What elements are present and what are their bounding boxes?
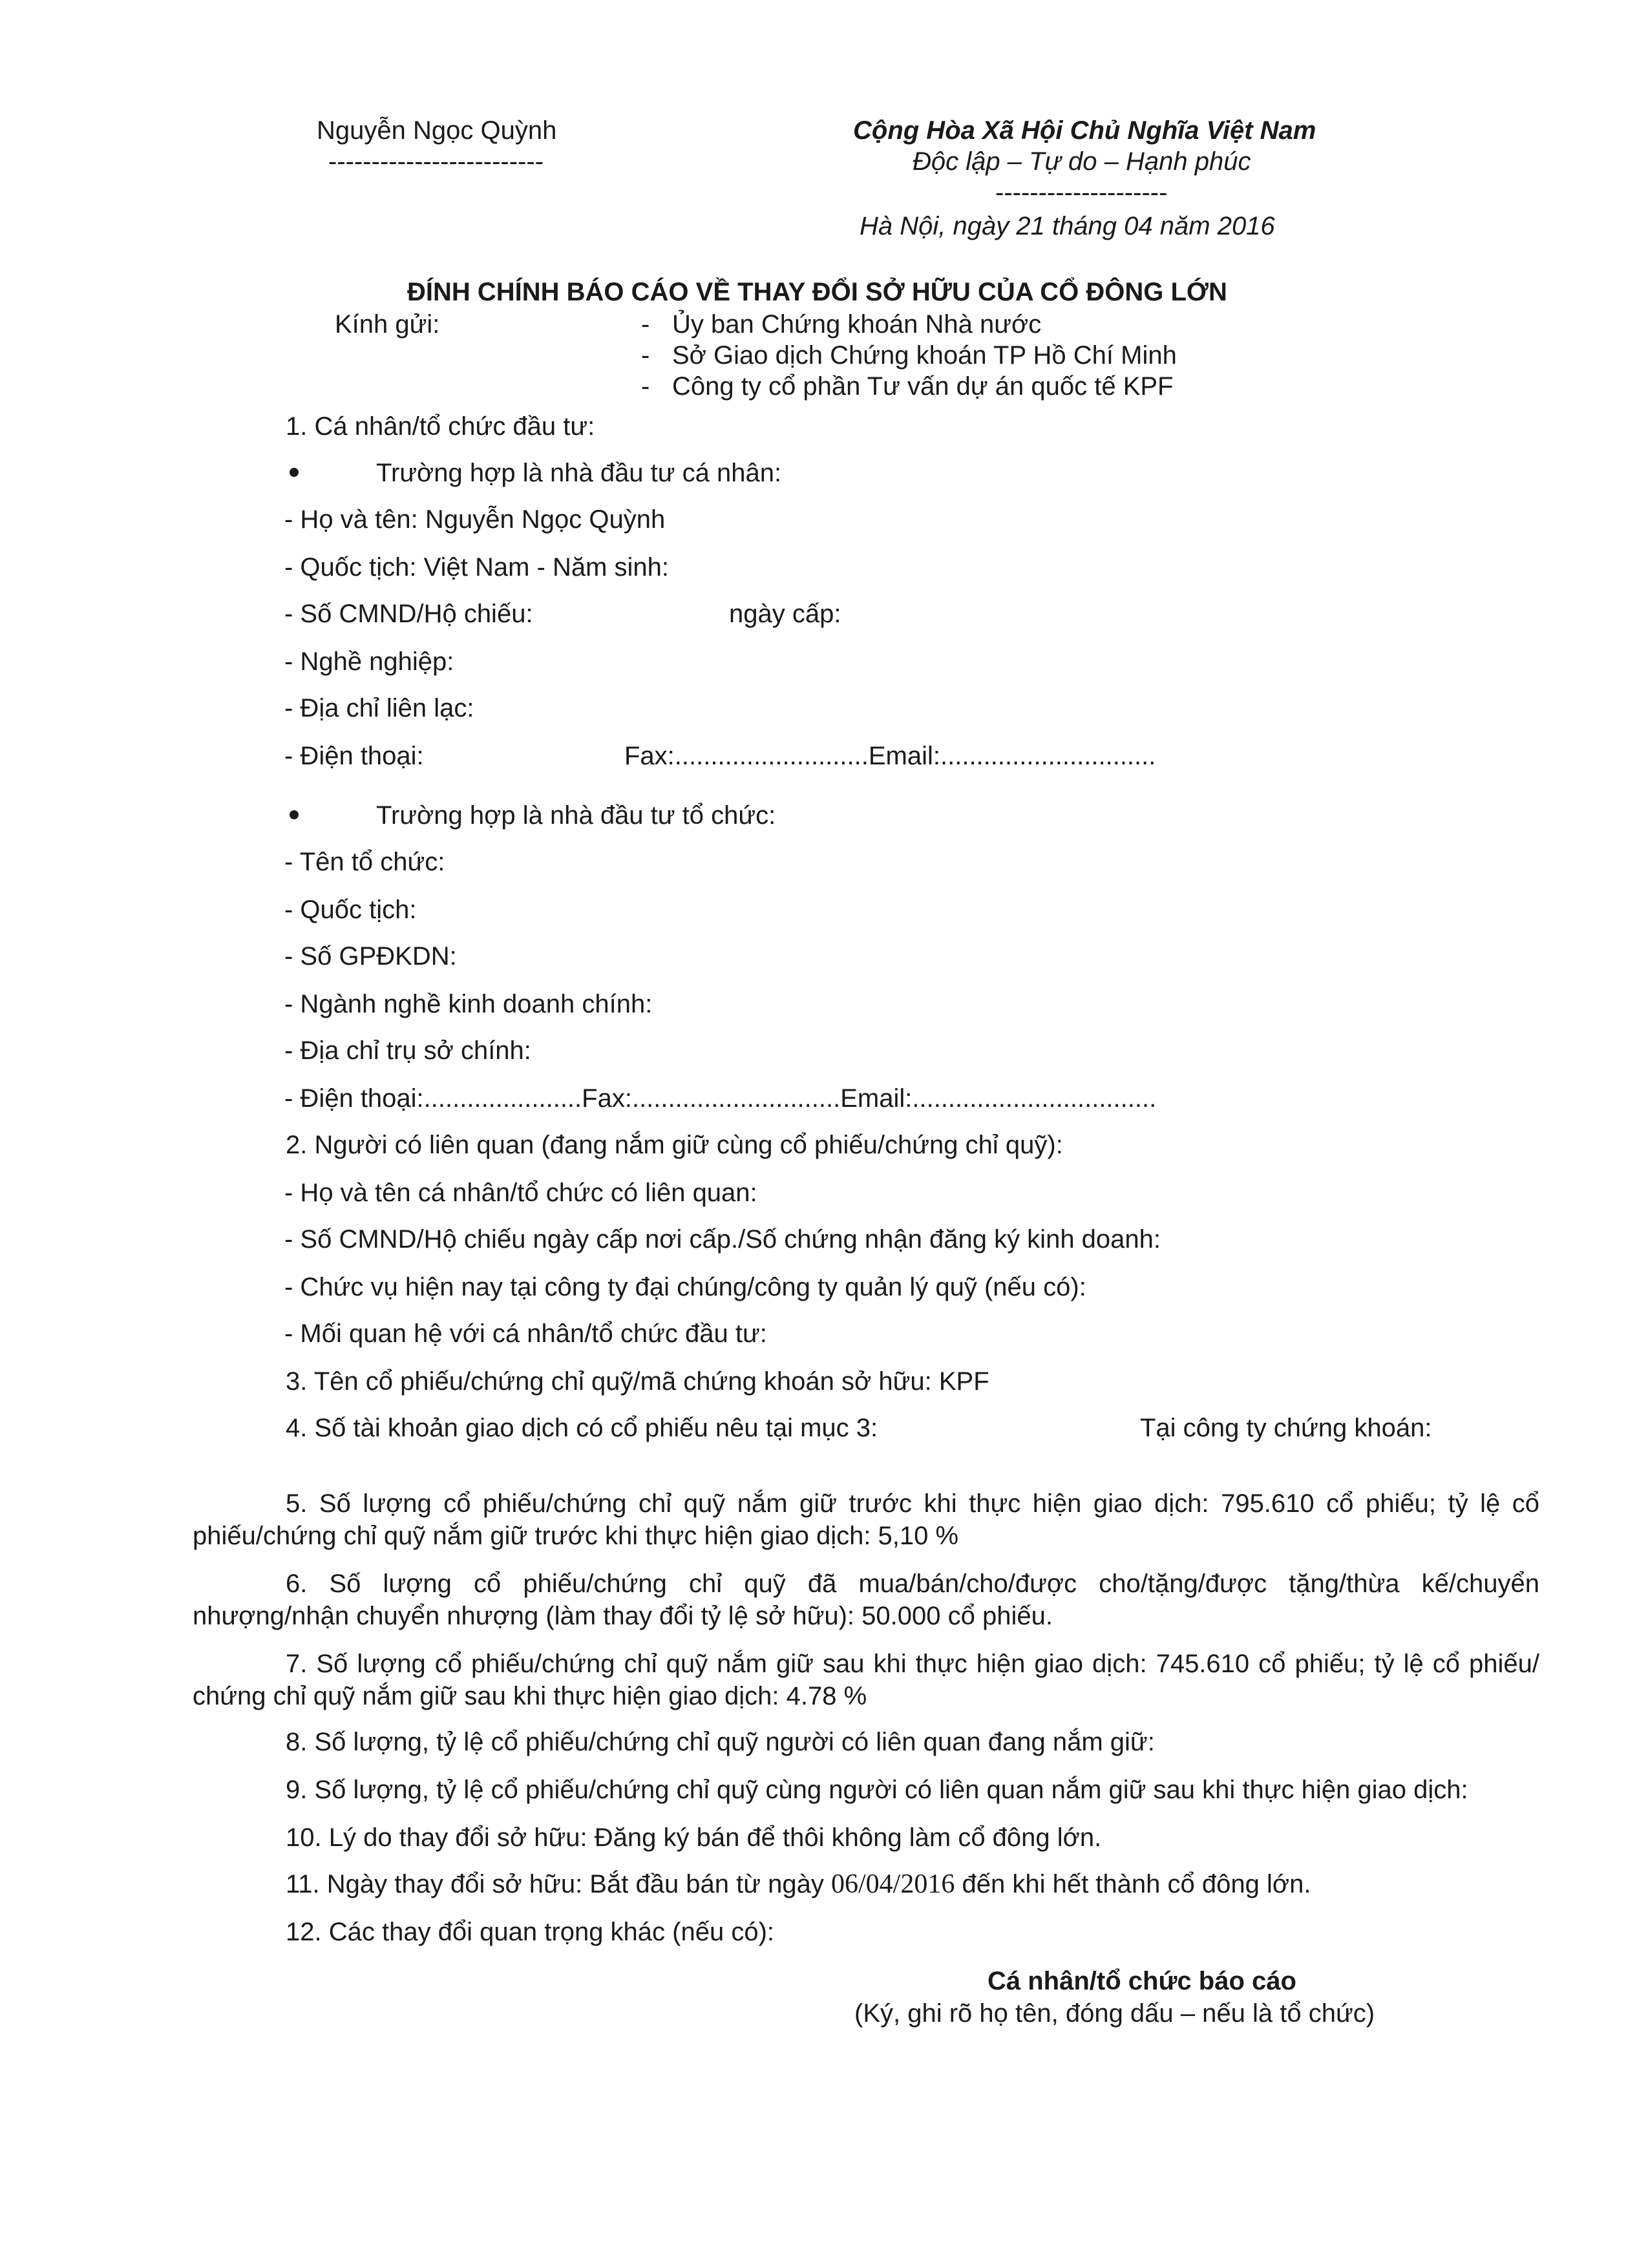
field-org-business: - Ngành nghề kinh doanh chính:	[284, 990, 653, 1018]
field-related-relation: - Mối quan hệ với cá nhân/tổ chức đầu tư:	[284, 1319, 767, 1348]
recipient-item: Ủy ban Chứng khoán Nhà nước	[672, 310, 1042, 339]
recipient-dash: -	[641, 341, 650, 370]
field-related-id: - Số CMND/Hộ chiếu ngày cấp nơi cấp./Số chứng nhận đăng ký kinh doanh:	[284, 1225, 1161, 1254]
item-4: 4. Số tài khoản giao dịch có cổ phiếu nêu tại mục 3:	[286, 1414, 878, 1442]
section2-heading: 2. Người có liên quan (đang nắm giữ cùng cổ phiếu/chứng chỉ quỹ):	[286, 1131, 1063, 1159]
section1-heading: 1. Cá nhân/tổ chức đầu tư:	[286, 412, 595, 441]
item-10: 10. Lý do thay đổi sở hữu: Đăng ký bán để thôi không làm cổ đông lớn.	[286, 1823, 1102, 1852]
field-org-nationality: - Quốc tịch:	[284, 896, 417, 924]
country-name: Cộng Hòa Xã Hội Chủ Nghĩa Việt Nam	[853, 116, 1316, 145]
field-org-license: - Số GPĐKDN:	[284, 942, 457, 971]
field-org-contact: - Điện thoại:......................Fax:.............................Email:..................................	[284, 1084, 1157, 1113]
field-related-name: - Họ và tên cá nhân/tổ chức có liên quan:	[284, 1179, 757, 1207]
field-org-name: - Tên tổ chức:	[284, 848, 445, 876]
field-fax-email: Fax:...........................Email:..............................	[624, 742, 1156, 770]
place-date: Hà Nội, ngày 21 tháng 04 năm 2016	[860, 212, 1275, 240]
item-4-broker: Tại công ty chứng khoán:	[1140, 1414, 1432, 1442]
signature-note: (Ký, ghi rõ họ tên, đóng dấu – nếu là tổ chức)	[854, 1999, 1375, 2028]
recipient-dash: -	[641, 310, 650, 339]
national-motto: Độc lập – Tự do – Hạnh phúc	[913, 147, 1251, 176]
item-6: 6. Số lượng cổ phiếu/chứng chỉ quỹ đã mua/bán/cho/được cho/tặng/được tặng/thừa kế/chuyển nhượng/nhận chuyển nhượng (làm thay đổi tỷ lệ sở hữu): 50.000 cổ phiếu.	[193, 1570, 1539, 1630]
sender-name: Nguyễn Ngọc Quỳnh	[317, 116, 557, 145]
organization-heading: Trường hợp là nhà đầu tư tổ chức:	[376, 801, 776, 830]
field-phone: - Điện thoại:	[284, 742, 424, 770]
bullet-icon	[290, 810, 299, 819]
item-12: 12. Các thay đổi quan trọng khác (nếu có):	[286, 1918, 775, 1946]
field-full-name: - Họ và tên: Nguyễn Ngọc Quỳnh	[284, 505, 666, 534]
field-address: - Địa chỉ liên lạc:	[284, 694, 474, 722]
field-org-address: - Địa chỉ trụ sở chính:	[284, 1036, 531, 1065]
item-5: 5. Số lượng cổ phiếu/chứng chỉ quỹ nắm giữ trước khi thực hiện giao dịch: 795.610 cổ phiếu; tỷ lệ cổ phiếu/chứng chỉ quỹ nắm giữ trước khi thực hiện giao dịch: 5,10 %	[193, 1489, 1539, 1550]
field-nationality: - Quốc tịch: Việt Nam - Năm sinh:	[284, 553, 669, 582]
recipient-item: Sở Giao dịch Chứng khoán TP Hồ Chí Minh	[672, 341, 1177, 370]
item-11-date: 06/04/2016	[831, 1869, 955, 1899]
signature-title: Cá nhân/tổ chức báo cáo	[988, 1967, 1296, 1995]
item-8: 8. Số lượng, tỷ lệ cổ phiếu/chứng chỉ quỹ người có liên quan đang nắm giữ:	[286, 1728, 1155, 1756]
bullet-icon	[290, 468, 299, 477]
field-id-number: - Số CMND/Hộ chiếu:	[284, 600, 533, 628]
field-related-position: - Chức vụ hiện nay tại công ty đại chúng/công ty quản lý quỹ (nếu có):	[284, 1273, 1086, 1301]
field-occupation: - Nghề nghiệp:	[284, 647, 454, 676]
individual-heading: Trường hợp là nhà đầu tư cá nhân:	[376, 459, 782, 487]
field-issue-date: ngày cấp:	[729, 600, 841, 628]
recipient-item-dash: -	[641, 372, 650, 401]
item-11	[286, 1869, 1311, 1900]
item-3: 3. Tên cổ phiếu/chứng chỉ quỹ/mã chứng khoán sở hữu: KPF	[286, 1367, 989, 1396]
document-title: ĐÍNH CHÍNH BÁO CÁO VỀ THAY ĐỔI SỞ HỮU CỦA CỔ ĐÔNG LỚN	[407, 278, 1227, 306]
recipient-item: Công ty cổ phần Tư vấn dự án quốc tế KPF	[672, 372, 1174, 401]
item-9: 9. Số lượng, tỷ lệ cổ phiếu/chứng chỉ quỹ cùng người có liên quan nắm giữ sau khi thực hiện giao dịch:	[286, 1776, 1468, 1804]
recipients-label: Kính gửi:	[335, 310, 440, 339]
item-11-suffix: đến khi hết thành cổ đông lớn.	[955, 1870, 1311, 1898]
sender-underline: -------------------------	[328, 147, 544, 176]
item-7: 7. Số lượng cổ phiếu/chứng chỉ quỹ nắm giữ sau khi thực hiện giao dịch: 745.610 cổ phiếu; tỷ lệ cổ phiếu/ chứng chỉ quỹ nắm giữ sau khi thực hiện giao dịch: 4.78 %	[193, 1650, 1539, 1710]
item-11-prefix: 11. Ngày thay đổi sở hữu: Bắt đầu bán từ ngày	[286, 1870, 832, 1898]
motto-underline: --------------------	[995, 178, 1168, 207]
